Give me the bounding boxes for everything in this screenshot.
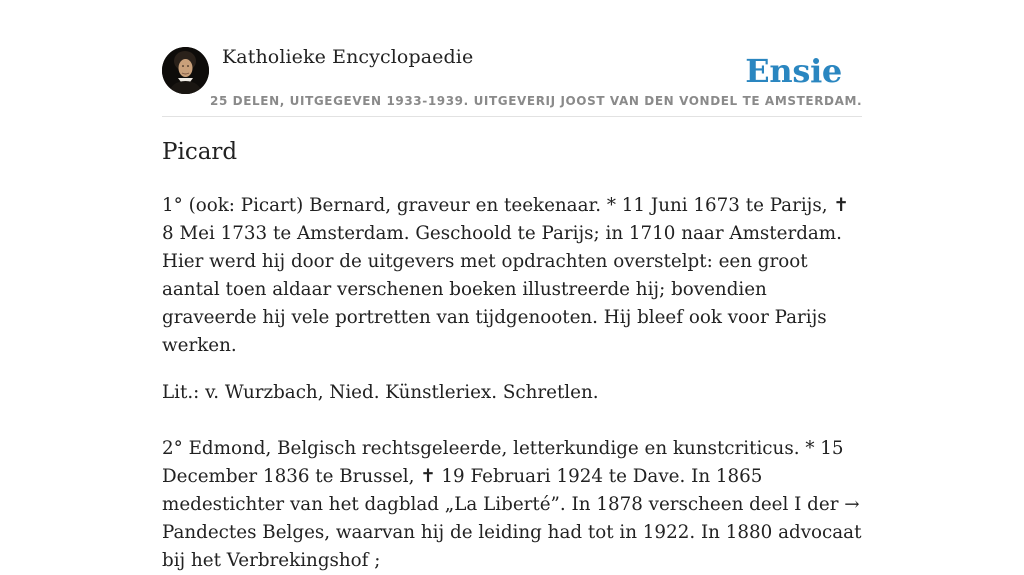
article-paragraph: 2° Edmond, Belgisch rechtsgeleerde, letterkundige en kunstcriticus. * 15 December 1836 te Brussel, ✝ 19 Februari 1924 te Dave. In 1865 medestichter van het dagblad „La Liberté”. In 1878 verscheen deel I der → Pandectes Belges, waarvan hij de leiding had tot in 1922. In 1880 advocaat bij het Verbrekingshof ; [162,438,862,571]
article-paragraph: 1° (ook: Picart) Bernard, graveur en teekenaar. * 11 Juni 1673 te Parijs, ✝ 8 Mei 1733 te Amsterdam. Geschoold te Parijs; in 1710 naar Amsterdam. Hier werd hij door de uitgevers met opdrachten overstelpt: een groot aantal toen aldaar verschenen boeken illustreerde hij; bovendien graveerde hij vele portretten van tijdgenooten. Hij bleef ook voor Parijs werken. [162,195,849,356]
brand-logo[interactable]: Ensie [745,52,842,90]
site-title[interactable]: Katholieke Encyclopaedie [222,46,474,68]
portrait-icon [162,47,209,94]
site-header [162,44,862,117]
article-title: Picard [162,139,238,165]
article-body [162,192,862,575]
literature-reference: Lit.: v. Wurzbach, Nied. Künstleriex. Schretlen. [162,382,599,403]
site-subtitle: 25 DELEN, UITGEGEVEN 1933-1939. UITGEVERIJ JOOST VAN DEN VONDEL TE AMSTERDAM. [210,94,863,108]
portrait-avatar[interactable] [162,47,209,94]
